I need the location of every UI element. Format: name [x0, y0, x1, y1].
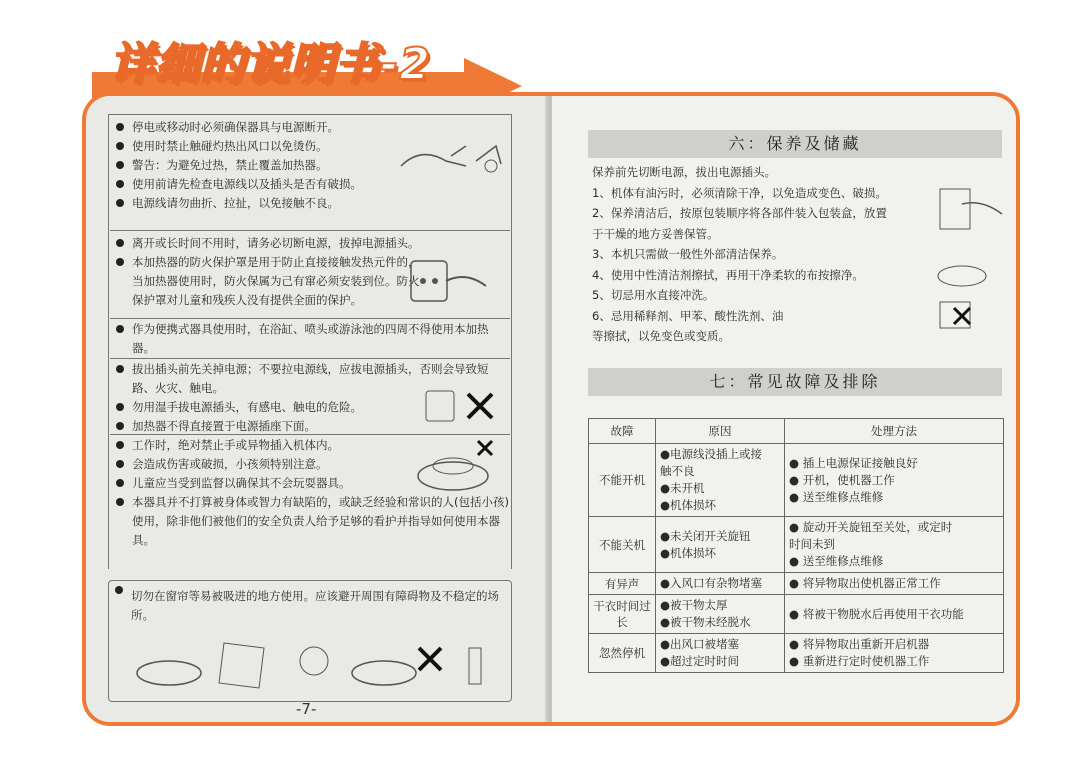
- banner-title: 详细的说明书-2: [110, 39, 431, 90]
- list-item: 4、使用中性清洁剂擦拭，再用干净柔软的布按擦净。: [592, 267, 864, 282]
- fix-cell: [785, 573, 1004, 595]
- page-number: -7-: [296, 700, 317, 718]
- cause-line: ●电源线没插上或接: [660, 447, 763, 461]
- table-row: [589, 444, 1004, 517]
- list-item: 1、机体有油污时，必须清除干净，以免造成变色、破损。: [592, 185, 887, 200]
- fix-line: ● 将异物取出使机器正常工作: [789, 576, 941, 590]
- list-item: 警告：为避免过热，禁止覆盖加热器。: [110, 156, 510, 175]
- hand-touch-illustration-icon: [396, 136, 506, 186]
- left-page: [86, 96, 552, 722]
- cause-line: ●机体损坏: [660, 498, 717, 512]
- right-page: [552, 96, 1016, 722]
- cause-line: ●未关闭开关旋钮: [660, 528, 751, 543]
- fault-cell: 干衣时间过长: [589, 595, 656, 634]
- list-item: 本器具并不打算被身体或智力有缺陷的，或缺乏经验和常识的人(包括小孩)使用，除非他们被他们的安全负责人给予足够的看护并指导如何使用本器具。: [110, 493, 510, 550]
- fix-line: 时间未到: [789, 537, 835, 551]
- care-list: [592, 162, 922, 347]
- list-item: 勿用湿手拔电源插头，有感电、触电的危险。: [110, 398, 510, 417]
- cause-line: ●出风口被堵塞: [660, 637, 740, 651]
- list-item: 6、忌用稀释剂、甲苯、酸性洗剂、油: [592, 308, 784, 323]
- column-header: 故障: [589, 419, 656, 444]
- maintenance-illustration-icon: [932, 184, 1006, 334]
- fix-line: ● 送至维修点维修: [789, 489, 884, 504]
- table-row: [589, 573, 1004, 595]
- cause-line: ●未开机: [660, 481, 705, 495]
- list-item: 保养前先切断电源，拔出电源插头。: [592, 165, 776, 179]
- cause-cell: [656, 573, 785, 595]
- troubleshoot-table: [588, 418, 1004, 673]
- list-item: 加热器不得直接置于电源插座下面。: [110, 417, 510, 436]
- cause-line: 触不良: [660, 464, 695, 478]
- cause-line: ●被干物太厚: [660, 598, 728, 612]
- list-item: 使用时禁止触碰灼热出风口以免烫伤。: [110, 137, 510, 156]
- list-item: 本加热器的防火保护罩是用于防止直接接触发热元件的，当加热器使用时，防火保属为己有窜必须安装到位。防火保护罩对儿童和残疾人没有提供全面的保护。: [110, 253, 422, 310]
- cause-cell: [656, 517, 785, 573]
- list-item: 切勿在窗帘等易被吸进的地方使用。应该避开周围有障碍物及不稳定的场所。: [109, 581, 511, 625]
- list-item: 2、保养清洁后，按原包装顺序将各部件装入包装盒，放置: [592, 206, 887, 220]
- x-mark-icon: [424, 386, 504, 426]
- fix-cell: [785, 595, 1004, 634]
- care-heading: 六：保养及储藏: [588, 130, 1002, 158]
- column-header: 处理方法: [785, 419, 1004, 444]
- plug-socket-illustration-icon: [406, 256, 496, 316]
- column-header: 原因: [656, 419, 785, 444]
- list-item: 拔出插头前先关掉电源；不要拉电源线，应拔电源插头，否则会导致短路、火灾、触电。: [110, 360, 510, 398]
- list-item: 电源线请勿曲折、拉扯，以免接触不良。: [110, 194, 510, 213]
- list-item: 工作时，绝对禁止手或异物插入机体内。: [110, 436, 510, 455]
- cause-line: ●机体损坏: [660, 545, 717, 560]
- fix-line: ● 插上电源保证接触良好: [789, 455, 918, 470]
- cause-line: ●超过定时时间: [660, 654, 740, 668]
- table-row: [589, 517, 1004, 573]
- fault-cell: 不能开机: [589, 444, 656, 517]
- curtain-heater-illustration-icon: [129, 633, 499, 693]
- list-item: 3、本机只需做一般性外部清洁保养。: [592, 247, 784, 261]
- fix-cell: [785, 517, 1004, 573]
- table-row: [589, 595, 1004, 634]
- fault-cell: 忽然停机: [589, 634, 656, 673]
- table-row: [589, 634, 1004, 673]
- fault-cell: 有异声: [589, 573, 656, 595]
- list-item: 使用前请先检查电源线以及插头是否有破损。: [110, 175, 510, 194]
- heater-icon: [408, 436, 508, 496]
- fix-cell: [785, 444, 1004, 517]
- troubleshoot-heading: 七：常见故障及排除: [588, 368, 1002, 396]
- cause-cell: [656, 595, 785, 634]
- window-warning-box: [108, 580, 512, 702]
- list-item: 停电或移动时必须确保器具与电源断开。: [110, 118, 510, 137]
- list-item: 儿童应当受到监督以确保其不会玩耍器具。: [110, 474, 510, 493]
- manual-photo-frame: [82, 92, 1020, 726]
- cause-cell: [656, 444, 785, 517]
- cause-line: ●入风口有杂物堵塞: [660, 576, 763, 590]
- fix-line: ● 送至维修点维修: [789, 554, 884, 568]
- fix-line: ● 旋动开关旋钮至关处，或定时: [789, 520, 953, 534]
- fix-line: ● 将被干物脱水后再使用干衣功能: [789, 606, 964, 621]
- list-item: 于干燥的地方妥善保管。: [592, 226, 719, 241]
- fix-line: ● 开机，使机器工作: [789, 472, 895, 487]
- safety-section-3: [110, 320, 510, 359]
- cause-line: ●被干物未经脱水: [660, 615, 751, 629]
- list-item: 作为便携式器具使用时，在浴缸、喷头或游泳池的四周不得使用本加热器。: [110, 320, 510, 358]
- cause-cell: [656, 634, 785, 673]
- list-item: 会造成伤害或破损，小孩须特别注意。: [110, 455, 510, 474]
- list-item: 5、切忌用水直接冲洗。: [592, 288, 715, 302]
- list-item: 离开或长时间不用时，请务必切断电源，拔掉电源插头。: [110, 234, 510, 253]
- list-item: 等擦拭，以免变色或变质。: [592, 329, 730, 343]
- fix-line: ● 将异物取出重新开启机器: [789, 637, 930, 651]
- fix-cell: [785, 634, 1004, 673]
- fix-line: ● 重新进行定时使机器工作: [789, 654, 930, 668]
- fault-cell: 不能关机: [589, 517, 656, 573]
- table-header-row: [589, 419, 1004, 444]
